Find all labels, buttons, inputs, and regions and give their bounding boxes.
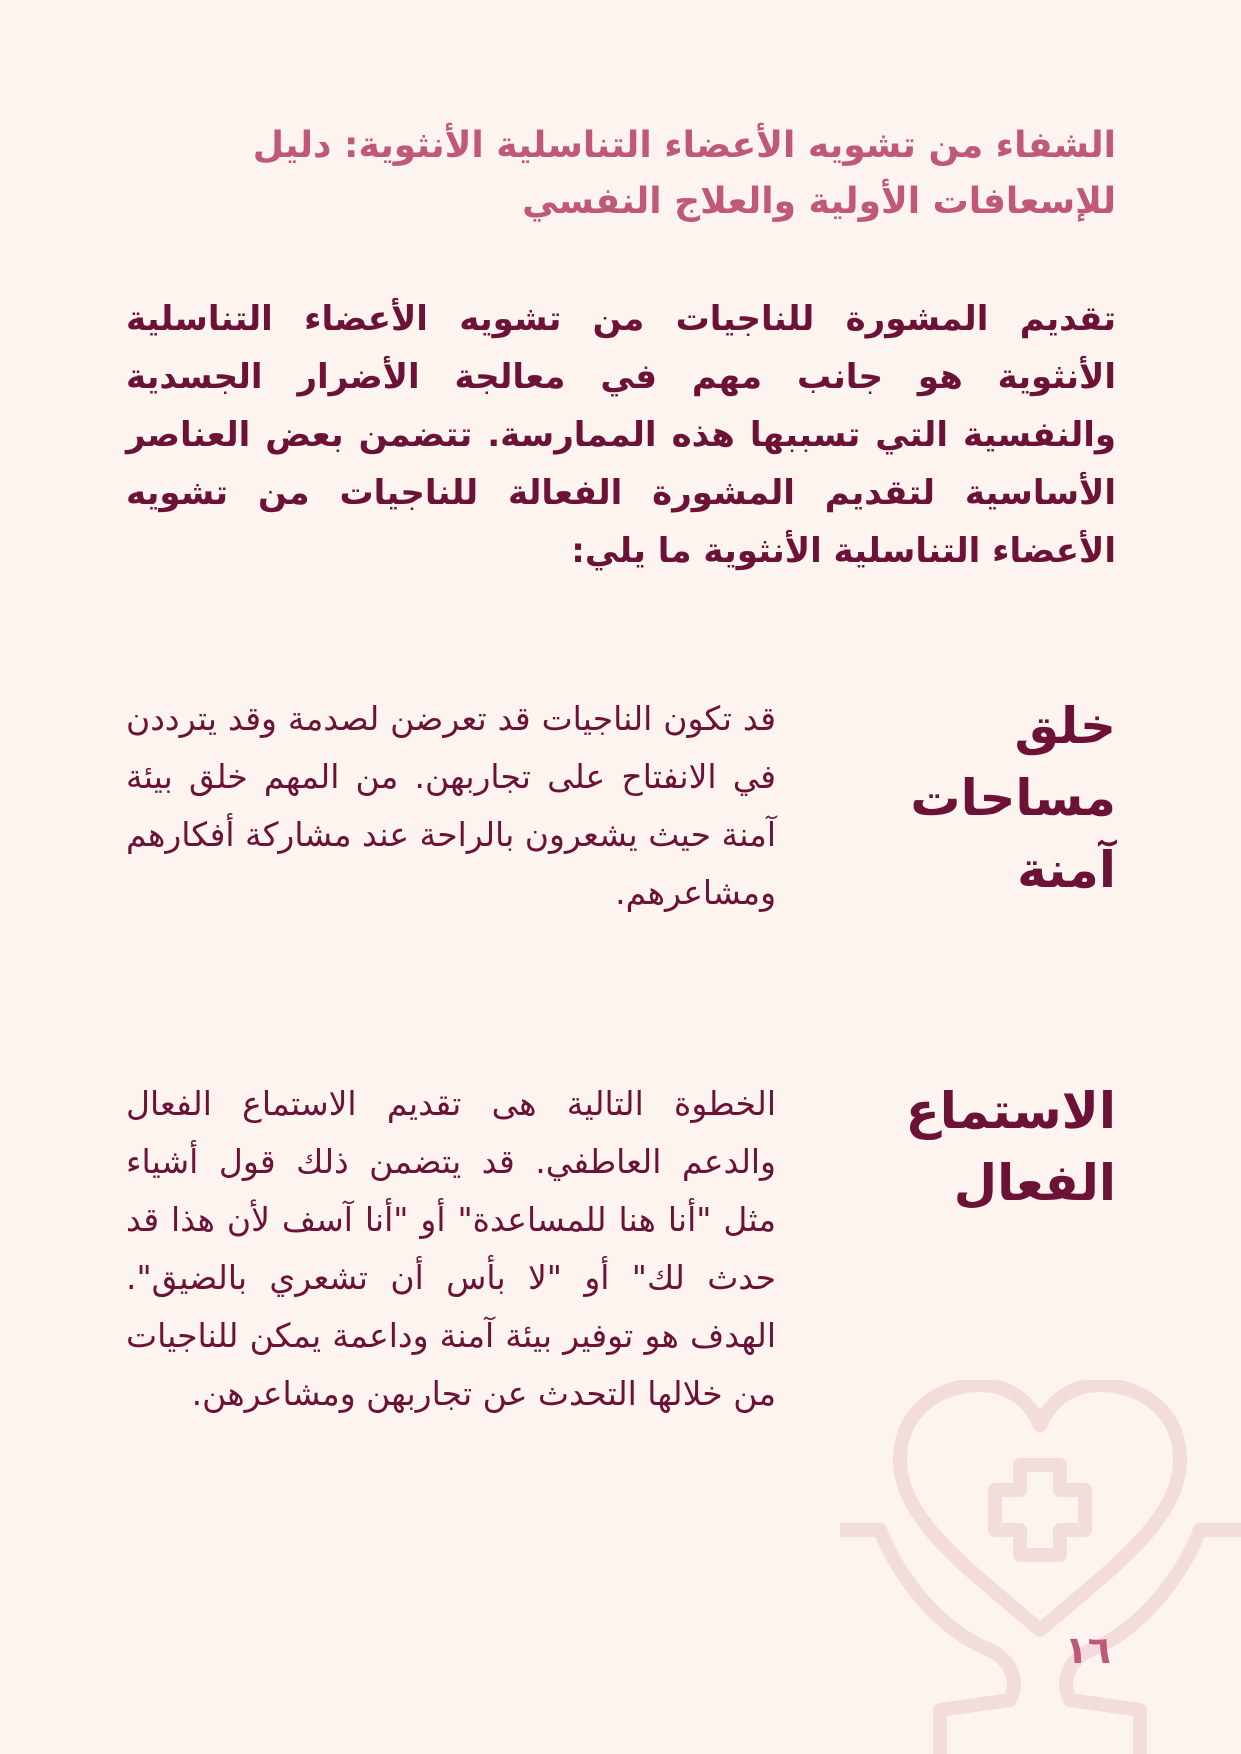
section-body-active-listening: الخطوة التالية هى تقديم الاستماع الفعال والدعم العاطفي. قد يتضمن ذلك قول أشياء مثل "أنا هنا للمساعدة" أو "أنا آسف لأن هذا قد حدث لك" أو "لا بأس أن تشعري بالضيق". الهدف هو توفير بيئة آمنة وداعمة يمكن للناجيات من خلالها التحدث عن تجاربهن ومشاعرهن. <box>126 1084 776 1413</box>
section-heading-safe-spaces: خلق مساحات آمنة <box>910 697 1116 899</box>
intro-paragraph: تقديم المشورة للناجيات من تشويه الأعضاء التناسلية الأنثوية هو جانب مهم في معالجة الأضرار الجسدية والنفسية التي تسببها هذه الممارسة. تتضمن بعض العناصر الأساسية لتقديم المشورة الفعالة للناجيات من تشويه الأعضاء التناسلية الأنثوية ما يلي: <box>126 299 1116 571</box>
section-heading-active-listening: الاستماع الفعال <box>905 1082 1116 1212</box>
page-number: ١٦ <box>1064 1628 1111 1672</box>
page-title: الشفاء من تشويه الأعضاء التناسلية الأنثوية: دليل للإسعافات الأولية والعلاج النفسي <box>252 125 1116 222</box>
section-body-safe-spaces: قد تكون الناجيات قد تعرضن لصدمة وقد يترددن في الانفتاح على تجاربهن. من المهم خلق بيئة آمنة حيث يشعرون بالراحة عند مشاركة أفكارهم ومشاعرهم. <box>126 699 776 912</box>
heart-in-hands-with-cross-icon <box>840 1380 1241 1754</box>
